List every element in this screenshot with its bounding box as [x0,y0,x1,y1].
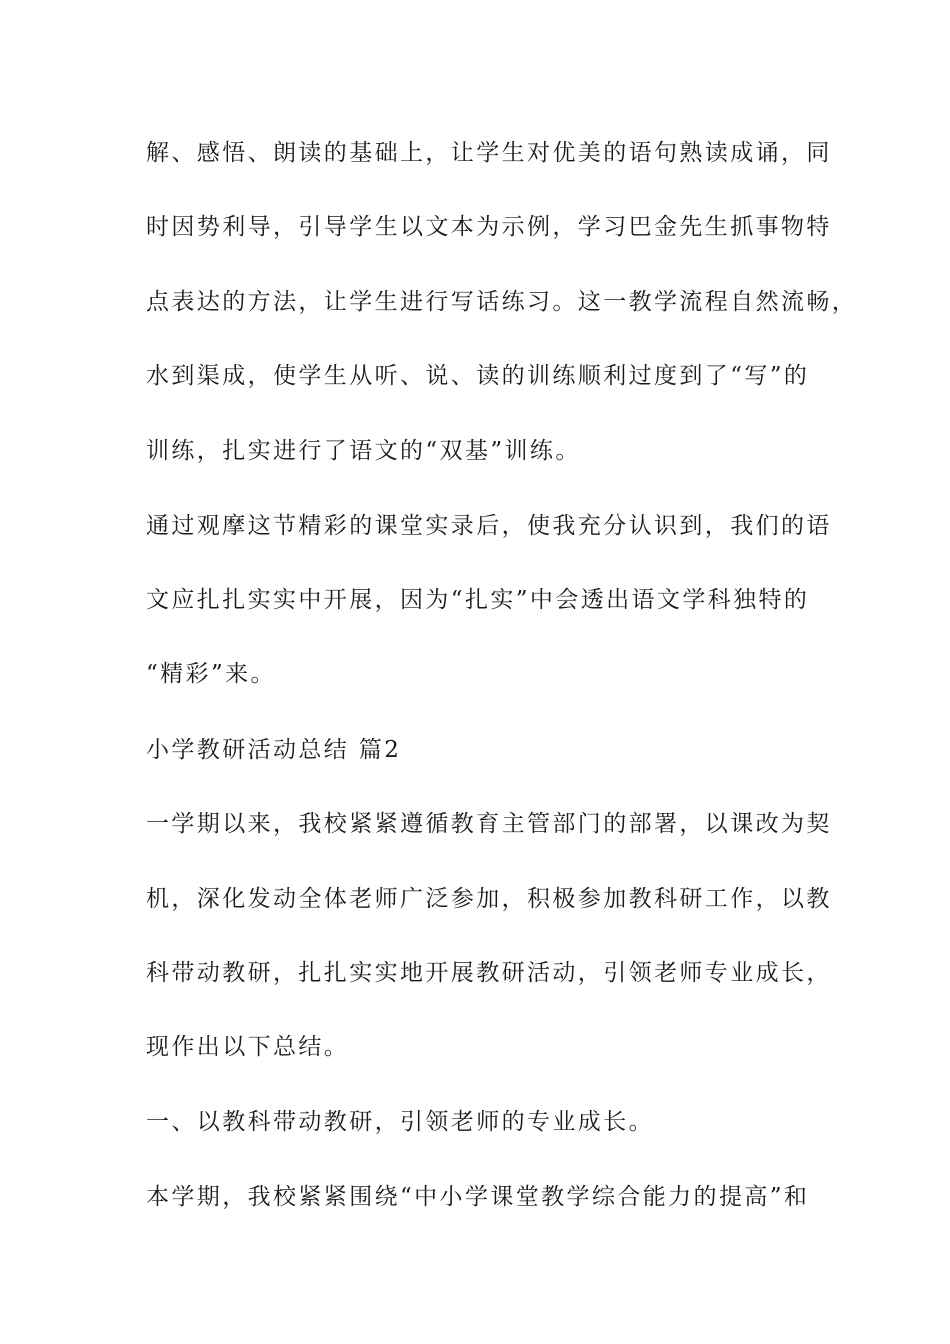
paragraph-line: 现作出以下总结。 [146,1034,350,1060]
paragraph-line: 通过观摩这节精彩的课堂实录后，使我充分认识到，我们的语 [146,513,832,539]
paragraph-line: 时因势利导，引导学生以文本为示例，学习巴金先生抓事物特 [146,214,832,240]
section-heading: 小学教研活动总结 篇2 [146,737,402,763]
paragraph-line: 解、感悟、朗读的基础上，让学生对优美的语句熟读成诵，同 [146,140,832,166]
paragraph-line: 本学期，我校紧紧围绕“中小学课堂教学综合能力的提高”和 [146,1184,810,1210]
paragraph-line: 训练，扎实进行了语文的“双基”训练。 [146,438,581,464]
paragraph-line: “精彩”来。 [146,661,276,687]
paragraph-line: 水到渠成，使学生从听、说、读的训练顺利过度到了“写”的 [146,363,810,389]
subsection-heading: 一、以教科带动教研，引领老师的专业成长。 [146,1109,654,1135]
paragraph-line: 点表达的方法，让学生进行写话练习。这一教学流程自然流畅， [146,289,858,315]
paragraph-line: 文应扎扎实实中开展，因为“扎实”中会透出语文学科独特的 [146,587,810,613]
paragraph-line: 科带动教研，扎扎实实地开展教研活动，引领老师专业成长， [146,960,832,986]
paragraph-line: 一学期以来，我校紧紧遵循教育主管部门的部署，以课改为契 [146,811,832,837]
paragraph-line: 机，深化发动全体老师广泛参加，积极参加教科研工作，以教 [146,886,832,912]
